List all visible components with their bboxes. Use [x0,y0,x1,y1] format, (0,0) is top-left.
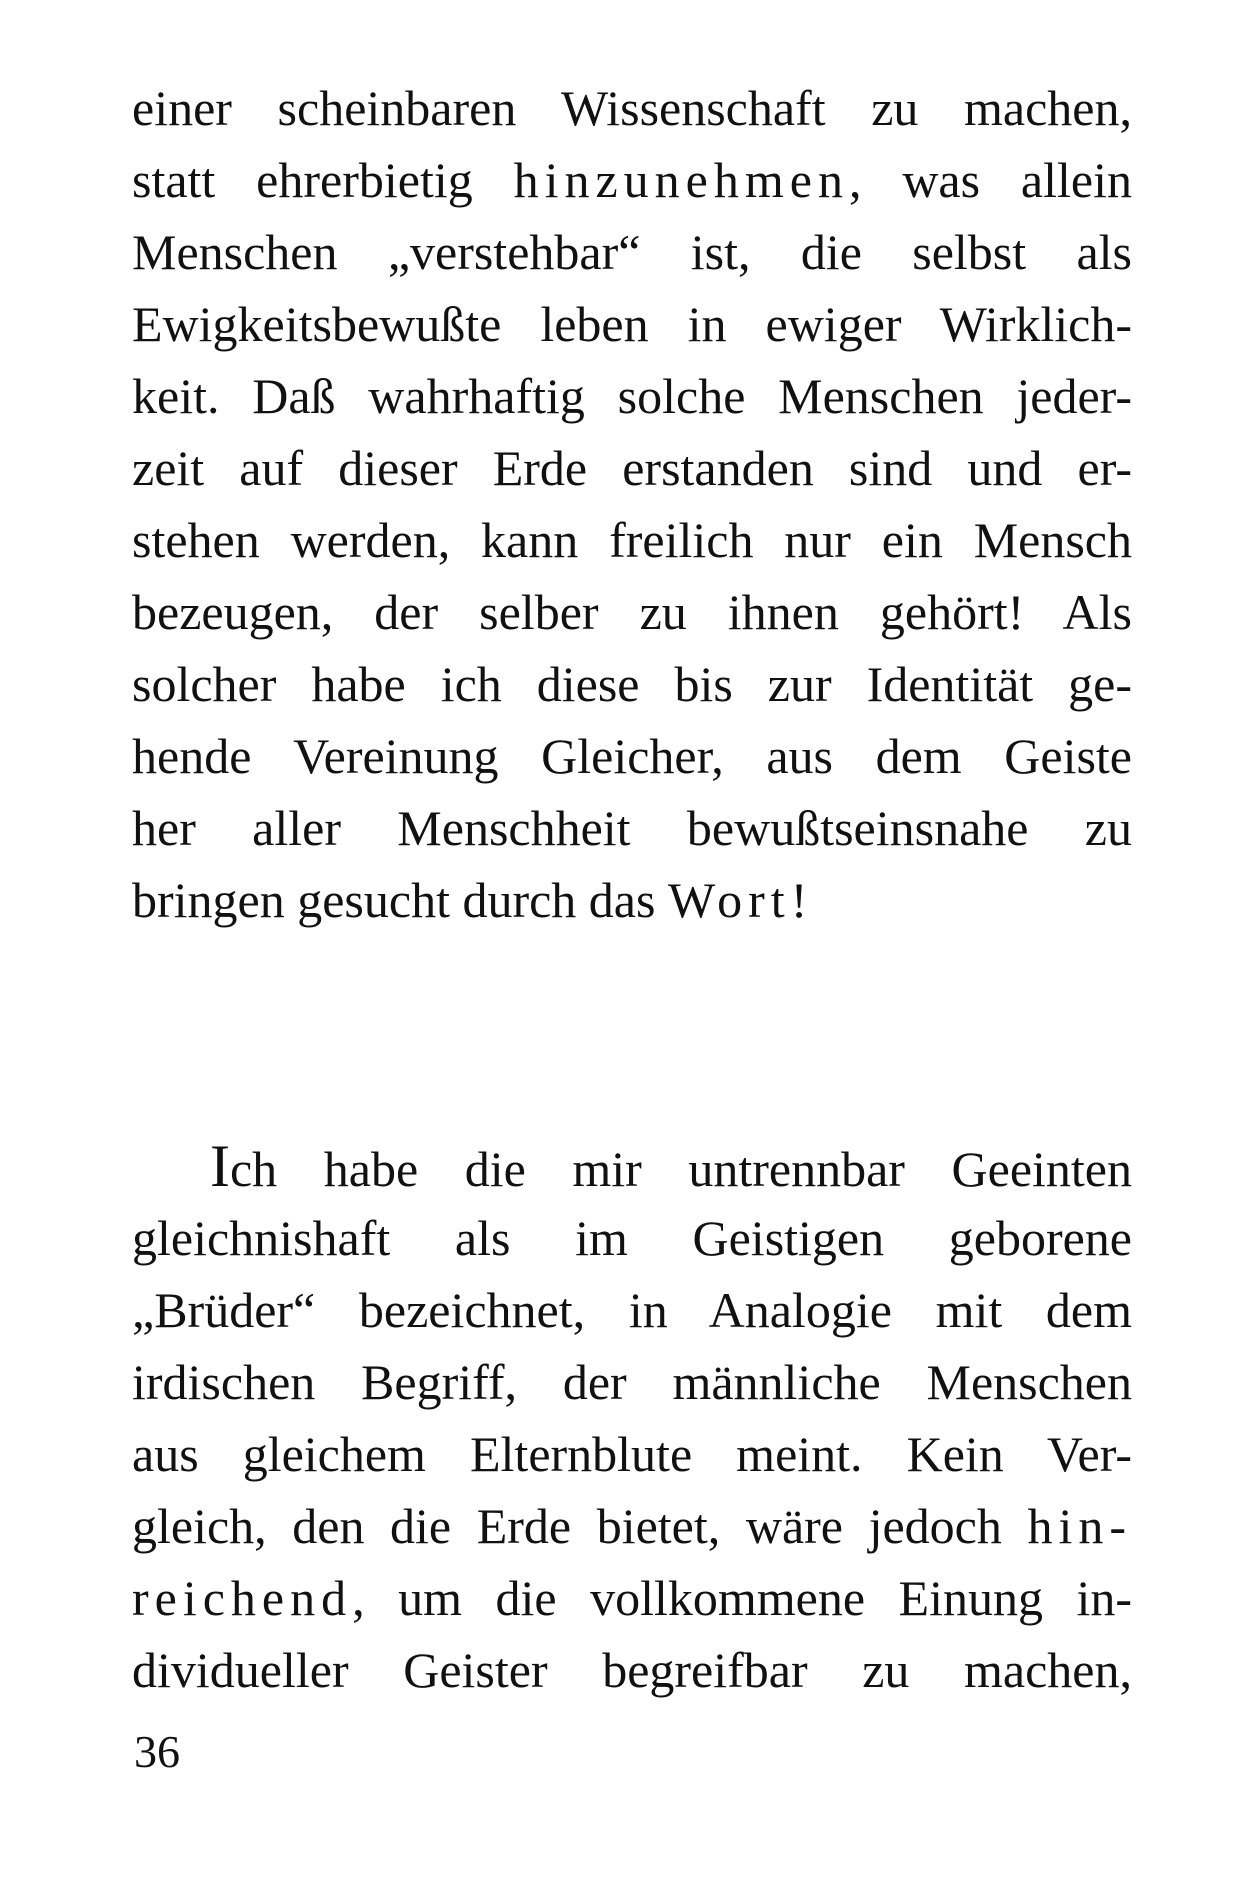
text-line: zeit auf dieser Erde erstanden sind und er- [132,440,1132,496]
text-line: irdischen Begriff, der männliche Menschen [132,1354,1132,1410]
text-line: keit. Daß wahrhaftig solche Menschen jeder- [132,368,1132,424]
text-line: bezeugen, der selber zu ihnen gehört! Als [132,584,1132,640]
text-line: solcher habe ich diese bis zur Identität ge- [132,656,1132,712]
text-segment: , was allein [848,152,1132,208]
text-line: hende Vereinung Gleicher, aus dem Geiste [132,728,1132,784]
text-segment: ! [790,872,808,928]
text-segment: bringen gesucht durch das [132,872,668,928]
paragraph-1 [132,72,1132,936]
text-line: Ewigkeitsbewußte leben in ewiger Wirklich- [132,296,1132,352]
text-line: gleichnishaft als im Geistigen geborene [132,1210,1132,1266]
text-line [132,864,1132,936]
emphasized-word: Wort [667,872,791,928]
text-line [132,1562,1132,1634]
emphasized-word: reichend [132,1570,353,1626]
text-segment: , um die vollkommene Einung in- [352,1570,1132,1626]
text-line: aus gleichem Elternblute meint. Kein Ver- [132,1426,1132,1482]
text-line [132,1490,1132,1562]
emphasized-word: hin- [1027,1498,1132,1554]
text-line: „Brüder“ bezeichnet, in Analogie mit dem [132,1282,1132,1338]
text-segment: ch habe die mir untrennbar Geeinten [229,1141,1132,1197]
text-line [132,144,1132,216]
text-segment: statt ehrerbietig [132,152,514,208]
text-line: einer scheinbaren Wissenschaft zu machen, [132,80,1132,136]
page-number: 36 [134,1726,180,1777]
text-segment: gleich, den die Erde bietet, wäre jedoch [132,1498,1028,1554]
text-line: her aller Menschheit bewußtseinsnahe zu [132,800,1132,856]
text-line: dividueller Geister begreifbar zu machen, [132,1642,1132,1698]
text-line [132,1130,1132,1202]
text-line: stehen werden, kann freilich nur ein Mensch [132,512,1132,568]
text-line: Menschen „verstehbar“ ist, die selbst als [132,224,1132,280]
emphasized-word: hinzunehmen [513,152,849,208]
paragraph-2 [132,1130,1132,1706]
drop-cap: I [210,1133,230,1199]
